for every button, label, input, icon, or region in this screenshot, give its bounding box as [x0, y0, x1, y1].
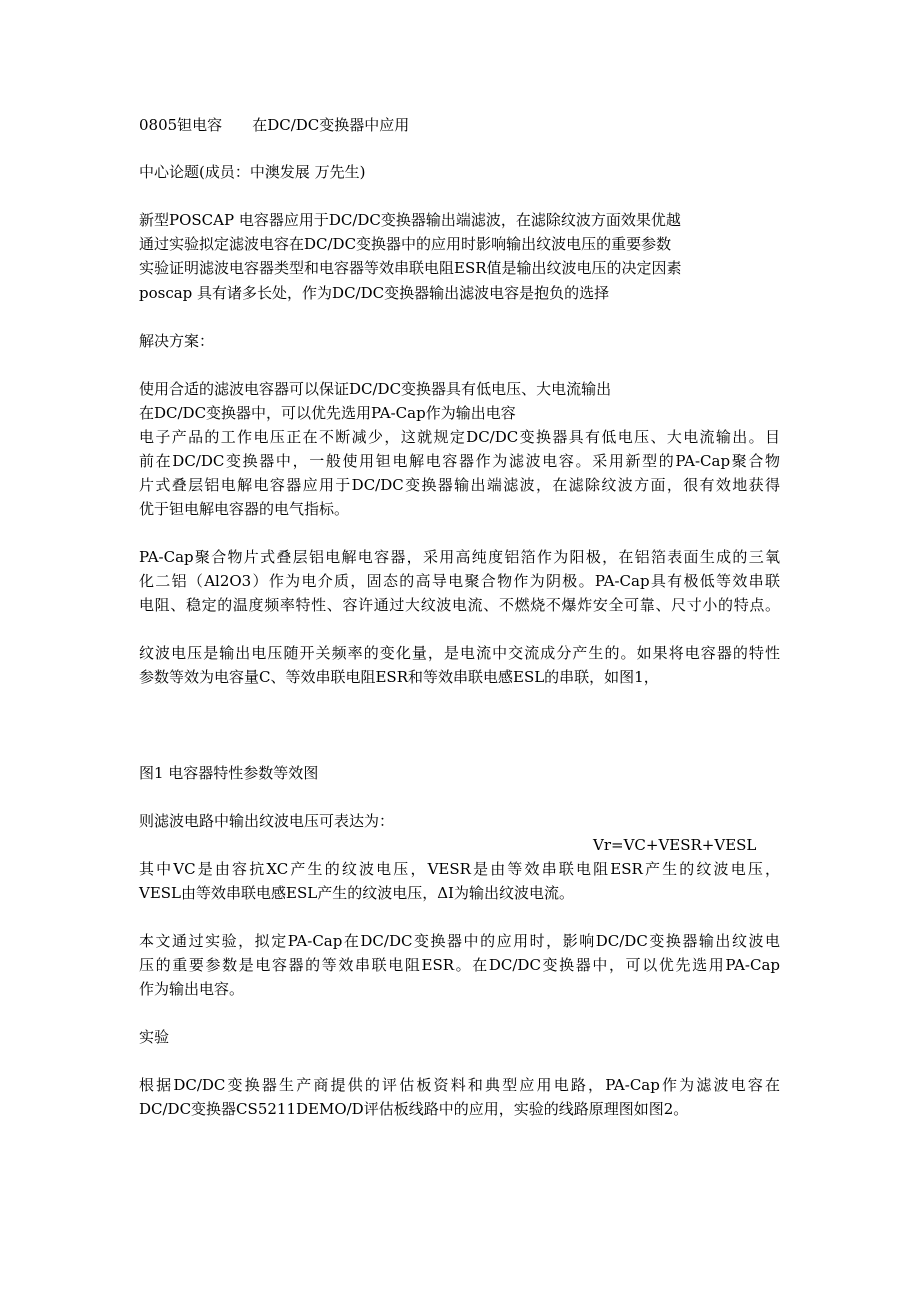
formula-intro: 则滤波电路中输出纹波电压可表达为：: [139, 812, 395, 830]
document-title: [139, 115, 409, 135]
ripple-voltage-formula: Vr=VC+VESR+VESL: [593, 836, 757, 854]
paragraph-6-line-1: 根据DC/DC变换器生产商提供的评估板资料和典型应用电路，PA-Cap作为滤波电容在: [139, 1076, 780, 1094]
paragraph-6-line-2: DC/DC变换器CS5211DEMO/D评估板线路中的应用，实验的线路原理图如图2。: [139, 1100, 689, 1118]
thesis-point-2: 通过实验拟定滤波电容在DC/DC变换器中的应用时影响输出纹波电压的重要参数: [139, 235, 672, 253]
paragraph-1-line-2: 前在DC/DC变换器中，一般使用钽电解电容器作为滤波电容。采用新型的PA-Cap聚合物: [139, 452, 780, 470]
paragraph-5-line-3: 作为输出电容。: [139, 980, 245, 998]
title-part-2: 在DC/DC变换器中应用: [252, 116, 410, 134]
paragraph-1-line-1: 电子产品的工作电压正在不断减少，这就规定DC/DC变换器具有低电压、大电流输出。目: [139, 428, 780, 446]
paragraph-2-line-1: PA-Cap聚合物片式叠层铝电解电容器，采用高纯度铝箔作为阳极，在铝箔表面生成的三氧: [139, 548, 780, 566]
thesis-point-1: 新型POSCAP 电容器应用于DC/DC变换器输出端滤波，在滤除纹波方面效果优越: [139, 211, 681, 229]
solution-point-1: 使用合适的滤波电容器可以保证DC/DC变换器具有低电压、大电流输出: [139, 380, 612, 398]
solution-point-2: 在DC/DC变换器中，可以优先选用PA-Cap作为输出电容: [139, 404, 516, 422]
paragraph-1-line-4: 优于钽电解电容器的电气指标。: [139, 500, 350, 518]
paragraph-2-line-3: 电阻、稳定的温度频率特性、容许通过大纹波电流、不燃烧不爆炸安全可靠、尺寸小的特点。: [139, 596, 780, 614]
paragraph-4-line-2: VESL由等效串联电感ESL产生的纹波电压，ΔI为输出纹波电流。: [139, 884, 574, 902]
thesis-point-4: poscap 具有诸多长处，作为DC/DC变换器输出滤波电容是抱负的选择: [139, 284, 610, 302]
paragraph-3-line-2: 参数等效为电容量C、等效串联电阻ESR和等效串联电感ESL的串联，如图1，: [139, 668, 659, 686]
solution-heading: 解决方案：: [139, 332, 215, 350]
thesis-point-3: 实验证明滤波电容器类型和电容器等效串联电阻ESR值是输出纹波电压的决定因素: [139, 259, 682, 277]
figure-1-caption: 图1 电容器特性参数等效图: [139, 764, 319, 782]
experiment-heading: 实验: [139, 1028, 170, 1046]
paragraph-2-line-2: 化二铝（Al2O3）作为电介质，固态的高导电聚合物作为阴极。PA-Cap具有极低等效串联: [139, 572, 780, 590]
paragraph-5-line-1: 本文通过实验，拟定PA-Cap在DC/DC变换器中的应用时，影响DC/DC变换器输出纹波电: [139, 932, 780, 950]
paragraph-5-line-2: 压的重要参数是电容器的等效串联电阻ESR。在DC/DC变换器中，可以优先选用PA-Cap: [139, 956, 780, 974]
paragraph-3-line-1: 纹波电压是输出电压随开关频率的变化量，是电流中交流成分产生的。如果将电容器的特性: [139, 644, 780, 662]
paragraph-4-line-1: 其中VC是由容抗XC产生的纹波电压，VESR是由等效串联电阻ESR产生的纹波电压，: [139, 860, 780, 878]
paragraph-1-line-3: 片式叠层铝电解电容器应用于DC/DC变换器输出端滤波，在滤除纹波方面，很有效地获得: [139, 476, 780, 494]
thesis-heading: 中心论题(成员：中澳发展 万先生): [139, 163, 366, 181]
title-part-1: 0805钽电容: [139, 116, 223, 134]
